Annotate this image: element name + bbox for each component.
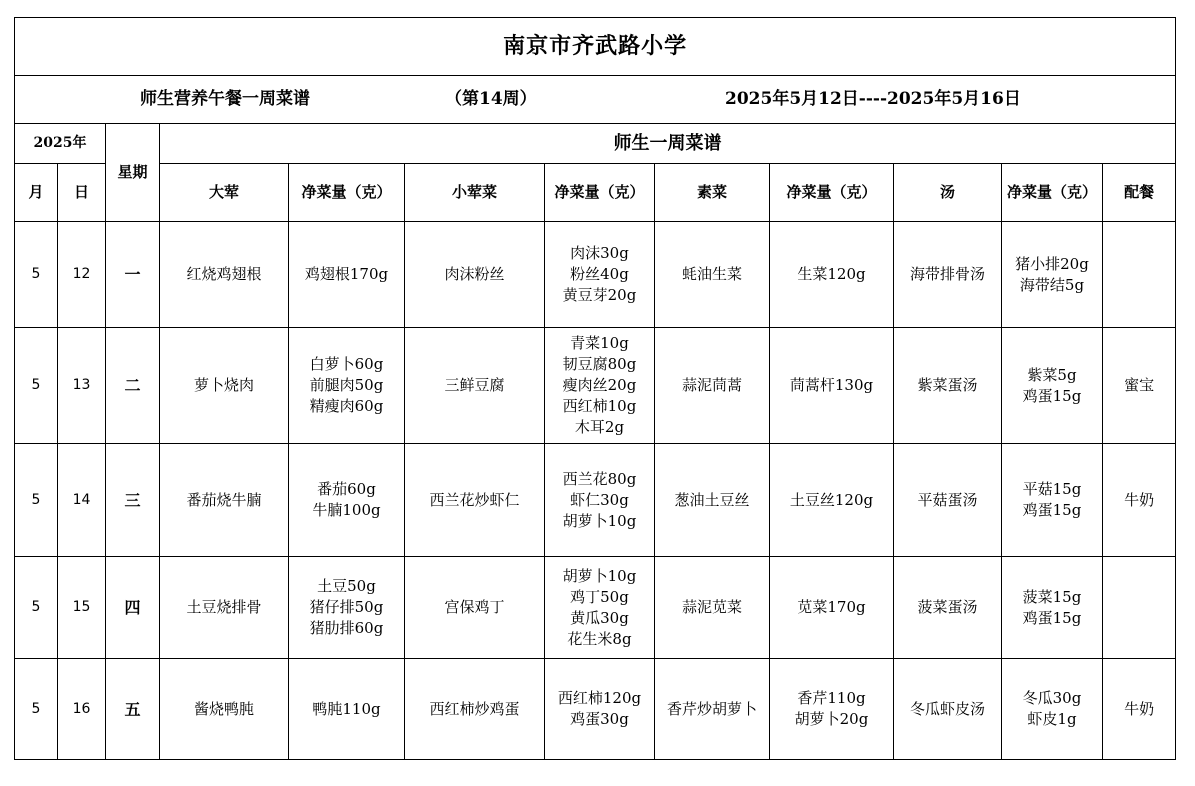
month-cell: 5 bbox=[15, 222, 58, 328]
amount-line: 粉丝40g bbox=[570, 265, 629, 283]
weekday-cell: 三 bbox=[106, 444, 160, 557]
amount-line: 鸡蛋30g bbox=[570, 710, 629, 728]
month-cell: 5 bbox=[15, 328, 58, 444]
amount-line: 韧豆腐80g bbox=[562, 355, 637, 373]
amount-line: 鸡蛋15g bbox=[1022, 501, 1082, 519]
extra-cell bbox=[1103, 222, 1176, 328]
month-header: 月 bbox=[15, 164, 58, 222]
amount-line: 前腿肉50g bbox=[309, 376, 384, 394]
amount-line: 西红柿10g bbox=[562, 397, 637, 415]
extra-cell: 牛奶 bbox=[1103, 659, 1176, 760]
amount-line: 紫菜5g bbox=[1027, 365, 1077, 384]
main-dish-cell: 番茄烧牛腩 bbox=[160, 444, 289, 557]
weekday-header: 星期 bbox=[106, 124, 160, 222]
amount-line: 虾仁30g bbox=[570, 490, 629, 509]
table-row bbox=[15, 328, 1176, 444]
veg-dish-cell: 葱油土豆丝 bbox=[655, 444, 770, 557]
amount-line: 鸡丁50g bbox=[570, 587, 629, 606]
soup-amount-cell bbox=[1002, 222, 1103, 328]
side-amount-cell bbox=[545, 659, 655, 760]
side-amount-cell bbox=[545, 328, 655, 444]
soup-cell: 海带排骨汤 bbox=[894, 222, 1002, 328]
amount-line: 牛腩100g bbox=[312, 501, 381, 519]
main-dish-cell: 红烧鸡翅根 bbox=[160, 222, 289, 328]
soup-amount-cell bbox=[1002, 328, 1103, 444]
weekly-menu-table bbox=[14, 17, 1176, 760]
amount-line: 黄瓜30g bbox=[570, 608, 629, 627]
veg-amount-cell bbox=[770, 222, 894, 328]
school-title: 南京市齐武路小学 bbox=[15, 18, 1176, 76]
amount-line: 鸡翅根170g bbox=[304, 265, 389, 283]
month-cell: 5 bbox=[15, 557, 58, 659]
main-amount-cell bbox=[289, 222, 405, 328]
amount-line: 白萝卜60g bbox=[309, 355, 384, 373]
weekday-cell: 四 bbox=[106, 557, 160, 659]
side-amount-cell bbox=[545, 222, 655, 328]
week-number: （第14周） bbox=[445, 89, 537, 109]
amount-line: 平菇15g bbox=[1022, 480, 1082, 498]
amount-line: 鸡蛋15g bbox=[1022, 608, 1082, 627]
side-dish-cell: 西红柿炒鸡蛋 bbox=[405, 659, 545, 760]
side-weight-header: 净菜量（克） bbox=[545, 164, 655, 222]
day-cell: 16 bbox=[58, 659, 106, 760]
main-weight-header: 净菜量（克） bbox=[289, 164, 405, 222]
amount-line: 黄豆芽20g bbox=[562, 286, 637, 304]
main-amount-cell bbox=[289, 659, 405, 760]
month-cell: 5 bbox=[15, 659, 58, 760]
main-amount-cell bbox=[289, 328, 405, 444]
day-cell: 15 bbox=[58, 557, 106, 659]
amount-line: 苋菜170g bbox=[797, 598, 866, 616]
amount-line: 菠菜15g bbox=[1022, 587, 1082, 606]
extra-cell bbox=[1103, 557, 1176, 659]
soup-cell: 紫菜蛋汤 bbox=[894, 328, 1002, 444]
table-row bbox=[15, 557, 1176, 659]
amount-line: 花生米8g bbox=[567, 629, 632, 648]
amount-line: 木耳2g bbox=[574, 418, 625, 436]
main-amount-cell bbox=[289, 557, 405, 659]
extra-cell: 牛奶 bbox=[1103, 444, 1176, 557]
soup-cell: 冬瓜虾皮汤 bbox=[894, 659, 1002, 760]
amount-line: 西红柿120g bbox=[557, 689, 642, 707]
amount-line: 猪肋排60g bbox=[309, 619, 384, 637]
side-amount-cell bbox=[545, 444, 655, 557]
veg-amount-cell bbox=[770, 557, 894, 659]
veg-amount-cell bbox=[770, 328, 894, 444]
amount-line: 精瘦肉60g bbox=[309, 397, 384, 415]
day-header: 日 bbox=[58, 164, 106, 222]
amount-line: 瘦肉丝20g bbox=[562, 376, 637, 394]
amount-line: 鸡蛋15g bbox=[1022, 386, 1082, 405]
soup-amount-cell bbox=[1002, 659, 1103, 760]
veg-dish-cell: 蒜泥茼蒿 bbox=[655, 328, 770, 444]
soup-cell: 菠菜蛋汤 bbox=[894, 557, 1002, 659]
menu-name: 师生营养午餐一周菜谱 bbox=[140, 89, 310, 109]
main-dish-cell: 土豆烧排骨 bbox=[160, 557, 289, 659]
day-cell: 12 bbox=[58, 222, 106, 328]
side-dish-header: 小荤菜 bbox=[405, 164, 545, 222]
extra-cell: 蜜宝 bbox=[1103, 328, 1176, 444]
veg-weight-header: 净菜量（克） bbox=[770, 164, 894, 222]
amount-line: 冬瓜30g bbox=[1022, 689, 1082, 707]
amount-line: 土豆50g bbox=[317, 577, 376, 595]
amount-line: 土豆丝120g bbox=[789, 490, 874, 509]
table-row bbox=[15, 444, 1176, 557]
main-amount-cell bbox=[289, 444, 405, 557]
veg-dish-header: 素菜 bbox=[655, 164, 770, 222]
side-dish-cell: 西兰花炒虾仁 bbox=[405, 444, 545, 557]
soup-weight-header: 净菜量（克） bbox=[1002, 164, 1103, 222]
menu-subtitle bbox=[15, 76, 1176, 124]
side-dish-cell: 宫保鸡丁 bbox=[405, 557, 545, 659]
amount-line: 海带结5g bbox=[1019, 275, 1085, 294]
soup-header: 汤 bbox=[894, 164, 1002, 222]
amount-line: 番茄60g bbox=[317, 480, 376, 498]
veg-amount-cell bbox=[770, 659, 894, 760]
veg-dish-cell: 香芹炒胡萝卜 bbox=[655, 659, 770, 760]
veg-dish-cell: 蚝油生菜 bbox=[655, 222, 770, 328]
amount-line: 生菜120g bbox=[797, 265, 866, 283]
weekly-menu-header: 师生一周菜谱 bbox=[160, 124, 1176, 164]
amount-line: 虾皮1g bbox=[1027, 710, 1077, 728]
amount-line: 胡萝卜20g bbox=[794, 710, 869, 728]
soup-cell: 平菇蛋汤 bbox=[894, 444, 1002, 557]
amount-line: 茼蒿杆130g bbox=[789, 376, 874, 394]
day-cell: 13 bbox=[58, 328, 106, 444]
amount-line: 胡萝卜10g bbox=[562, 566, 637, 585]
amount-line: 青菜10g bbox=[570, 334, 629, 352]
amount-line: 西兰花80g bbox=[562, 469, 637, 488]
main-dish-cell: 萝卜烧肉 bbox=[160, 328, 289, 444]
table-row bbox=[15, 222, 1176, 328]
amount-line: 猪仔排50g bbox=[309, 598, 384, 616]
soup-amount-cell bbox=[1002, 557, 1103, 659]
weekday-cell: 五 bbox=[106, 659, 160, 760]
month-cell: 5 bbox=[15, 444, 58, 557]
veg-dish-cell: 蒜泥苋菜 bbox=[655, 557, 770, 659]
amount-line: 胡萝卜10g bbox=[562, 511, 637, 530]
side-dish-cell: 肉沫粉丝 bbox=[405, 222, 545, 328]
date-range: 2025年5月12日----2025年5月16日 bbox=[725, 89, 1021, 109]
weekday-cell: 二 bbox=[106, 328, 160, 444]
amount-line: 肉沫30g bbox=[570, 244, 629, 262]
side-amount-cell bbox=[545, 557, 655, 659]
amount-line: 猪小排20g bbox=[1015, 254, 1089, 273]
extra-header: 配餐 bbox=[1103, 164, 1176, 222]
veg-amount-cell bbox=[770, 444, 894, 557]
table-row bbox=[15, 659, 1176, 760]
weekday-cell: 一 bbox=[106, 222, 160, 328]
main-dish-header: 大荤 bbox=[160, 164, 289, 222]
year-header: 2025年 bbox=[15, 124, 106, 164]
menu-rows bbox=[15, 222, 1176, 760]
amount-line: 鸭肫110g bbox=[312, 699, 381, 718]
main-dish-cell: 酱烧鸭肫 bbox=[160, 659, 289, 760]
side-dish-cell: 三鲜豆腐 bbox=[405, 328, 545, 444]
soup-amount-cell bbox=[1002, 444, 1103, 557]
amount-line: 香芹110g bbox=[797, 689, 866, 707]
day-cell: 14 bbox=[58, 444, 106, 557]
